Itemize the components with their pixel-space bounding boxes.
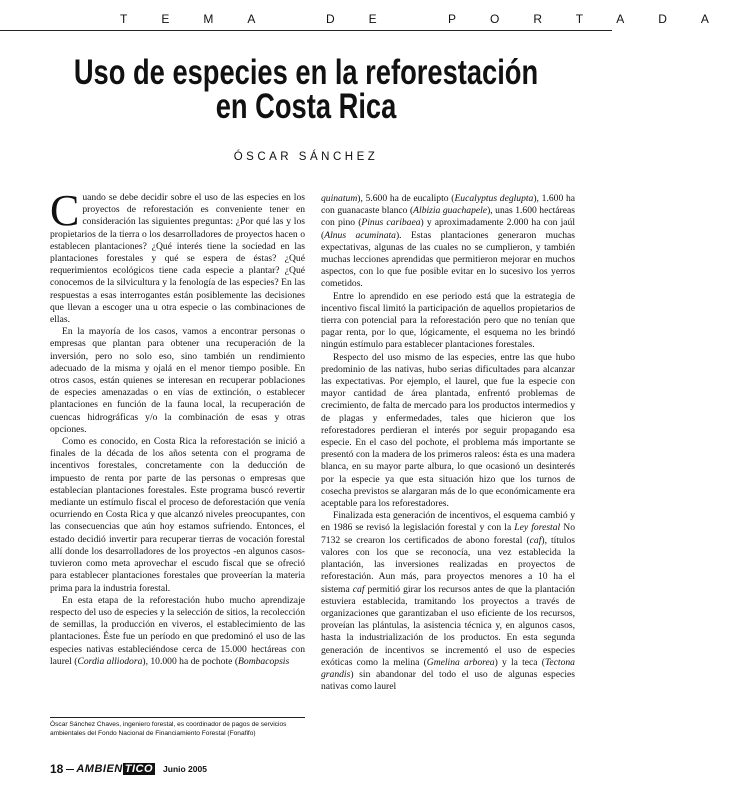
page-number: 18 — [50, 762, 64, 776]
paragraph-6: Entre lo aprendido en ese periodo está que la estrategia de incentivo fiscal limitó la participación de aquellos propietarios de tierra con potencial para la reforestación pero que no tenían que pagar renta, por lo que, lógicamente, el esquema no les brindó ningún estímulo para establecer plantaciones forestales. — [321, 290, 575, 351]
column-left — [50, 186, 305, 668]
section-header: TEMA DE PORTADA — [120, 12, 743, 26]
issue-date: Junio 2005 — [163, 764, 207, 774]
paragraph-7: Respecto del uso mismo de las especies, entre las que hubo predominio de las nativas, hubo serias dificultades para alcanzar las expectativas. Por ejemplo, el laurel, que fue la especie con mayor cantidad de área plantada, enfrentó problemas de crecimiento, de falta de mercado para los productos intermedios y de plagas y enfermedades, tales que hicieron que los reforestadores perdieran el interés por seguir propagando esa especie. En el caso del pochote, el problema más importante se presentó con la madera de los primeros raleos: ésta es una madera blanca, en su mayor parte albura, lo que ocasionó un desinterés por la especie ya que esta situación hizo que los turnos de cosecha previstos se alargaran más de lo que económicamente era aceptable para los reforestadores. — [321, 351, 575, 510]
column-right — [321, 193, 575, 693]
magazine-logo: AMBIEN TICO — [76, 763, 154, 775]
title-line-2: en Costa Rica — [215, 87, 397, 126]
paragraph-1: Cuando se debe decidir sobre el uso de las especies en los proyectos de reforestación es conveniente tener en consideración las siguientes preguntas: ¿Por qué las y los propietarios de la tierra o los desarrolladores de proyectos hacen o establecen plantaciones? ¿Qué interés tiene la sociedad en las plantaciones forestales y qué se espera de éstas? ¿Qué requerimientos ecológicos tiene cada especie a plantar? ¿Qué conocemos de la silvicultura y la fenología de las especies? En las respuestas a esas interrogantes están posiblemente las decisiones que llevan a escoger una u otra especie o las combinaciones de ellas. — [50, 186, 305, 326]
page-footer — [50, 762, 207, 776]
paragraph-4: En esta etapa de la reforestación hubo mucho aprendizaje respecto del uso de especies y la selección de sitios, la recolección de semillas, la producción en viveros, el establecimiento de las plantaciones. Éste fue un período en que predominó el uso de las especies nativas estableciéndose cerca de 15.000 hectáreas con laurel (Cordia alliodora), 10.000 ha de pochote (Bombacopsis — [50, 594, 305, 667]
header-rule — [0, 30, 612, 31]
paragraph-2: En la mayoría de los casos, vamos a encontrar personas o empresas que plantan para obtener una recuperación de la inversión, pero no solo eso, sino también un rendimiento adecuado de la misma y ojalá en el menor tiempo posible. En otros casos, están quienes se interesan en recuperar poblaciones de especies amenazadas o en vías de extinción, o establecer plantaciones en función de la fauna local, la recuperación de cuencas hidrográficas y/o la combinación de esas y otras opciones. — [50, 326, 305, 435]
author-footnote: Óscar Sánchez Chaves, ingeniero forestal, es coordinador de pagos de servicios ambientales del Fondo Nacional de Financiamiento Forestal (Fonafifo) — [50, 721, 287, 737]
author-byline: ÓSCAR SÁNCHEZ — [233, 151, 379, 163]
paragraph-8: Finalizada esta generación de incentivos, el esquema cambió y en 1986 se revisó la legislación forestal y con la Ley forestal No 7132 se crearon los certificados de abono forestal (caf), títulos valores con los que se reconocía, una vez establecida la plantación, las inversiones realizadas en proyectos de reforestación. Aun más, para proyectos menores a 10 ha el sistema caf permitió girar los recursos antes de que la plantación estuviera establecida, tramitando los proyectos a través de organizaciones que garantizaban el uso eficiente de los recursos, proveían las plántulas, la asistencia técnica y, en algunos casos, hasta la industrialización de los productos. En esta segunda generación de incentivos se incrementó el uso de especies exóticas como la melina (Gmelina arborea) y la teca (Tectona grandis) sin abandonar del todo el uso de algunas especies nativas como laurel — [321, 510, 575, 693]
footer-dash — [66, 769, 74, 770]
title-line-1: Uso de especies en la reforestación — [73, 53, 539, 92]
paragraph-3: Como es conocido, en Costa Rica la reforestación se inició a finales de la década de los años setenta con el programa de incentivos forestales, concretamente con la deducción de impuesto de renta por parte de las personas o empresas que establecían plantaciones forestales. Este programa buscó revertir mediante un estímulo fiscal el proceso de deforestación que venía ocurriendo en Costa Rica y que alcanzó niveles preocupantes, con las consecuencias que aún hoy estamos sufriendo. Entonces, el estado decidió invertir para recuperar tierras de vocación forestal allí donde los desarrolladores de los proyectos -en algunos casos- tuvieron como meta aprovechar el escudo fiscal que se ofreció para establecer plantaciones forestales que proveerían la materia prima para la industria forestal. — [50, 436, 305, 594]
paragraph-5: quinatum), 5.600 ha de eucalipto (Eucalyptus deglupta), 1.600 ha con guanacaste blanco (Albizia guachapele), unas 1.600 hectáreas con pino (Pinus caribaea) y aproximadamente 2.000 ha con jaúl (Alnus acuminata). Estas plantaciones generaron muchas expectativas, algunas de las cuales no se cumplieron, y también muchas lecciones aprendidas que permitieron mejorar en muchos aspectos, con lo que fue posible evitar en lo sucesivo los yerros cometidos. — [321, 193, 576, 290]
article-title — [67, 53, 544, 126]
drop-cap: C — [50, 186, 80, 235]
footnote-rule — [50, 717, 305, 718]
